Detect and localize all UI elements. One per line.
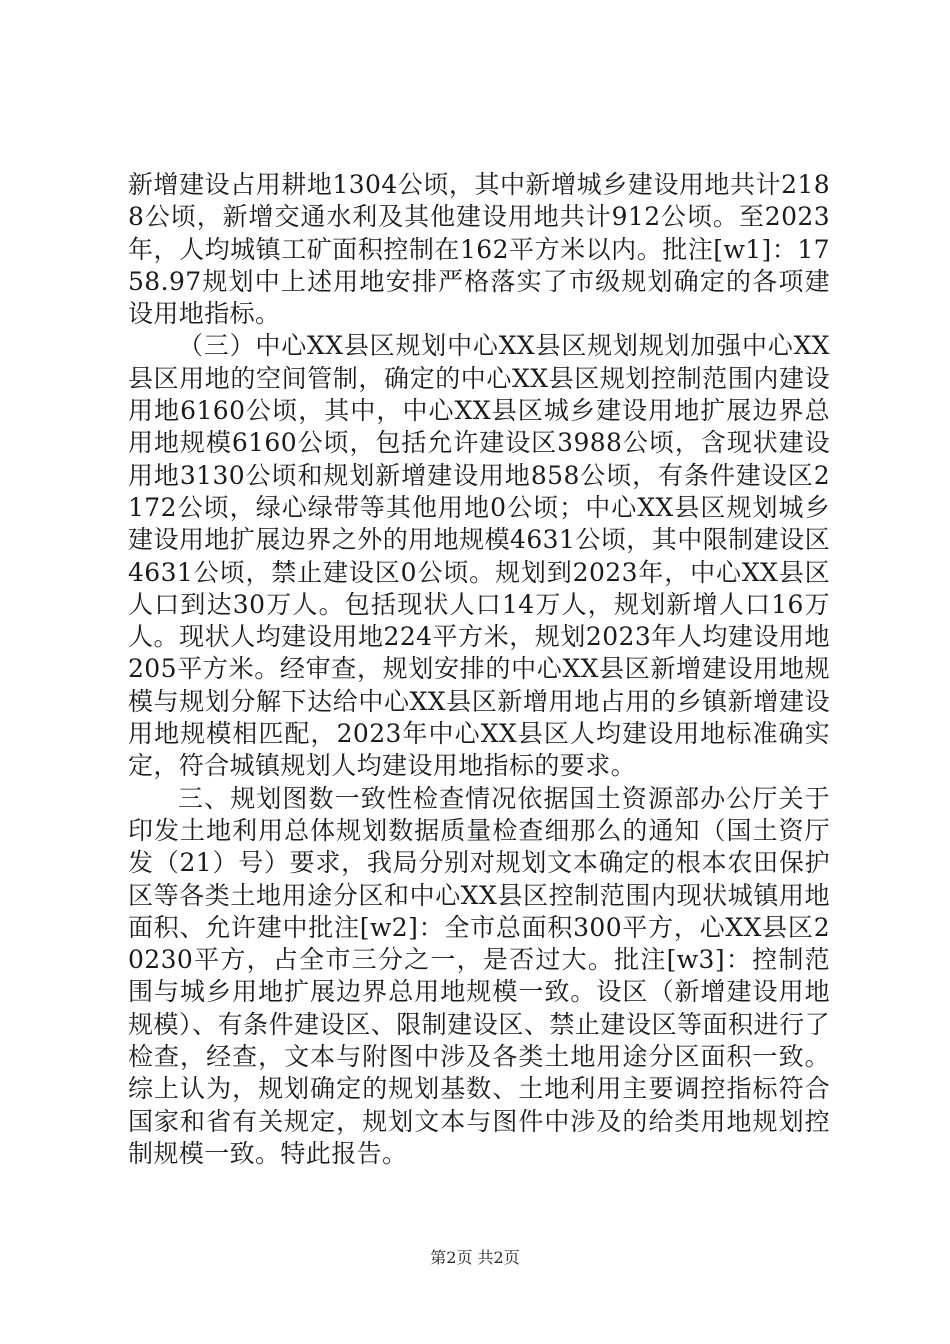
paragraph-central-district-planning: （三）中心XX县区规划中心XX县区规划规划加强中心XX县区用地的空间管制，确定的中心XX县区规划控制范围内建设用地6160公顷，其中，中心XX县区城乡建设用地扩展边界总用地规模6160公顷，包括允许建设区3988公顷，含现状建设用地3130公顷和规划新增建设用地858公顷，有条件建设区2172公顷，绿心绿带等其他用地0公顷；中心XX县区规划城乡建设用地扩展边界之外的用地规模4631公顷，其中限制建设区4631公顷，禁止建设区0公顷。规划到2023年，中心XX县区人口到达30万人。包括现状人口14万人，规划新增人口16万人。现状人均建设用地224平方米，规划2023年人均建设用地205平方米。经审查，规划安排的中心XX县区新增建设用地规模与规划分解下达给中心XX县区新增用地占用的乡镇新增建设用地规模相匹配，2023年中心XX县区人均建设用地标准确实定，符合城镇规划人均建设用地指标的要求。 bbox=[128, 331, 830, 781]
paragraph-consistency-check: 三、规划图数一致性检查情况依据国土资源部办公厅关于印发土地利用总体规划数据质量检查细那么的通知（国土资厅发（21）号）要求，我局分别对规划文本确定的根本农田保护区等各类土地用途分区和中心XX县区控制范围内现状城镇用地面积、允许建中批注[w2]：全市总面积300平方，心XX县区20230平方，占全市三分之一，是否过大。批注[w3]：控制范围与城乡用地扩展边界总用地规模一致。设区（新增建设用地规模）、有条件建设区、限制建设区、禁止建设区等面积进行了检查，经查，文本与附图中涉及各类土地用途分区面积一致。综上认为，规划确定的规划基数、土地利用主要调控指标符合国家和省有关规定，规划文本与图件中涉及的给类用地规划控制规模一致。特此报告。 bbox=[128, 783, 830, 1168]
page-number-footer: 第2页 共2页 bbox=[430, 1248, 520, 1267]
paragraph-land-use-totals: 新增建设占用耕地1304公顷，其中新增城乡建设用地共计2188公顷，新增交通水利及其他建设用地共计912公顷。至2023年，人均城镇工矿面积控制在162平方米以内。批注[w1]：1758.97规划中上述用地安排严格落实了市级规划确定的各项建设用地指标。 bbox=[128, 170, 830, 329]
document-body bbox=[128, 169, 830, 1170]
